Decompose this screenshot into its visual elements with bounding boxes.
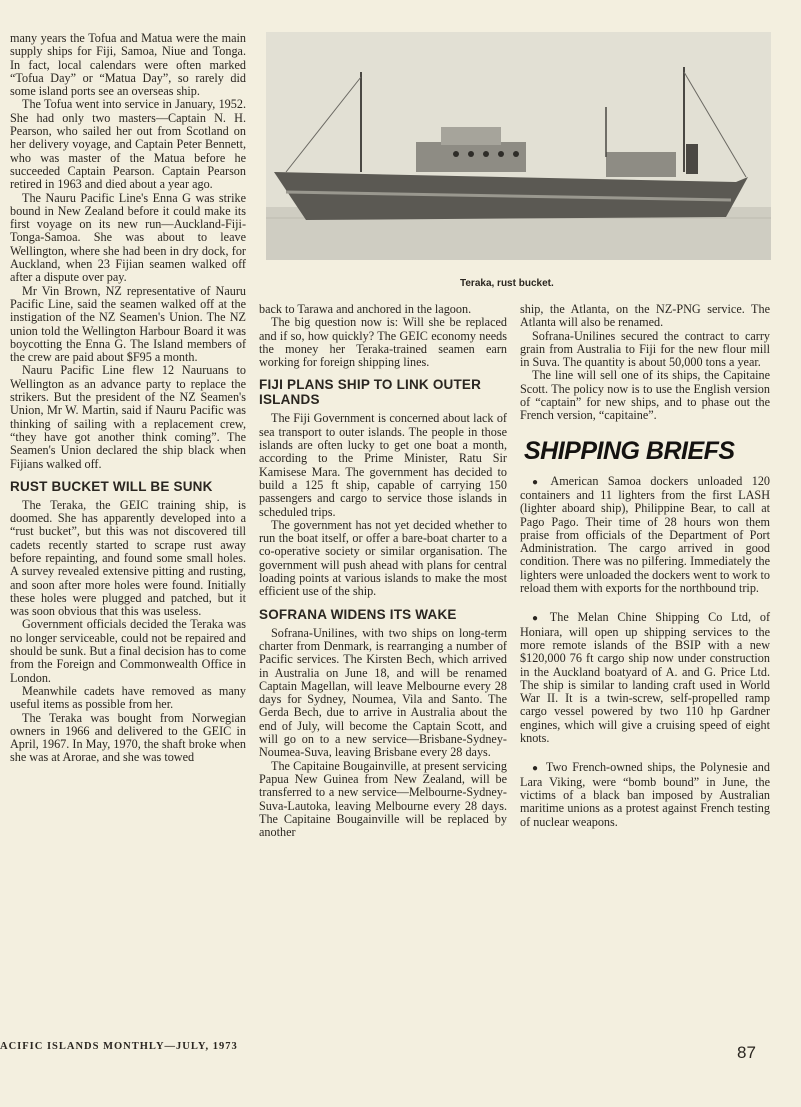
brief-text: American Samoa dockers unloaded 120 containers and 11 lighters from the first LASH (lighter aboard ship), Philippine Bear, to call at Pago Pago. Their time of 28 hours won them praise from officials of the Department of Port Administration. The cargo arrived in good condition. There was no pilfering. Immediately the lighters were unloaded the dockers went to work to reload them with exports for the northbound trip. bbox=[520, 473, 771, 596]
paragraph: The Teraka was bought from Norwegian owners in 1966 and delivered to the GEIC in April, 1967. In May, 1970, the shaft broke when she was at Arorae, and she was towed bbox=[10, 710, 246, 765]
paragraph: Mr Vin Brown, NZ representative of Nauru Pacific Line, said the seamen walked off at the instigation of the NZ Seamen's Union. The NZ union told the Wellington Harbour Board it was boycotting the Enna G. The Island members of the crew are paid about $F95 a month. bbox=[10, 283, 246, 365]
paragraph: The line will sell one of its ships, the Capitaine Scott. The policy now is to use the English version of “captain” for new ships, and to phase out the French version, “capitaine”. bbox=[520, 368, 770, 423]
paragraph: Sofrana-Unilines, with two ships on long-term charter from Denmark, is rearranging a number of Pacific services. The Kirsten Bech, which arrived in Australia on June 18, and will be renamed Captain Magellan, will leave Melbourne every 28 days for Sydney, Noumea, Vila and Santo. The Gerda Bech, due to arrive in Australia about the end of July, will become the Captain Scott, and will go on to a new service—Brisbane-Sydney-Noumea-Suva, leaving Brisbane every 28 days. bbox=[259, 625, 507, 760]
page-footer: ACIFIC ISLANDS MONTHLY—JULY, 1973 bbox=[0, 1041, 238, 1052]
paragraph: The Capitaine Bougainville, at present servicing Papua New Guinea from New Zealand, will be transferred to a new service—Melbourne-Sydney-Suva-Lautoka, leaving Melbourne every 28 days. The Capitaine Bougainville will be replaced by another bbox=[259, 758, 507, 840]
bullet-icon: ● bbox=[532, 476, 545, 488]
paragraph: The big question now is: Will she be replaced and if so, how quickly? The GEIC economy needs the money her Teraka-trained seamen earn working for foreign shipping lines. bbox=[259, 315, 507, 370]
paragraph: The government has not yet decided whether to run the boat itself, or offer a bare-boat charter to a co-operative society or similar organisation. The government will push ahead with plans for central loading points at various islands to make the most efficient use of the ship. bbox=[259, 517, 507, 599]
subheading: RUST BUCKET WILL BE SUNK bbox=[10, 478, 213, 494]
paragraph: Meanwhile cadets have removed as many useful items as possible from her. bbox=[10, 683, 246, 712]
paragraph: back to Tarawa and anchored in the lagoon. bbox=[259, 302, 472, 316]
paragraph: The Tofua went into service in January, 1952. She had only two masters—Captain N. H. Pearson, who sailed her out from Scotland on her delivery voyage, and Captain Peter Bennett, who was master of the Matua before he succeeded Captain Pearson. Captain Pearson retired in 1963 and died about a year ago. bbox=[10, 97, 246, 192]
page-number: 87 bbox=[737, 1043, 756, 1062]
paragraph: Nauru Pacific Line flew 12 Nauruans to Wellington as an advance party to replace the strikers. But the president of the NZ Seamen's Union, Mr W. Martin, said if Nauru Pacific was thinking of sailing with a replacement crew, “they have got another think coming”. The Seamen's Union declared the ship black when Fijians walked off. bbox=[10, 363, 246, 471]
brief-item bbox=[520, 475, 770, 596]
paragraph: Sofrana-Unilines secured the contract to carry grain from Australia to Fiji for the new flour mill in Suva. The quantity is about 50,000 tons a year. bbox=[520, 328, 770, 370]
bullet-icon: ● bbox=[532, 613, 544, 625]
brief-text: The Melan Chine Shipping Co Ltd, of Honiara, will open up shipping services to the more remote islands of the BSIP with a new $120,000 76 ft cargo ship now under construction in the Auckland boatyard of A. and G. Price Ltd. The ship is similar to landing craft used in World War II. It is a twin-screw, self-propelled ramp cargo vessel powered by two 110 hp Gardner engines, which will give a cruising speed of eight knots. bbox=[520, 610, 771, 746]
paragraph: The Fiji Government is concerned about lack of sea transport to outer islands. The people in those islands are often lucky to get one boat a month, according to the Prime Minister, Ratu Sir Kamisese Mara. The government has decided to build a 125 ft ship, capable of carrying 150 passengers and cargo to service those islands in scheduled trips. bbox=[259, 411, 507, 519]
ship-photo bbox=[266, 32, 771, 260]
brief-item bbox=[520, 611, 770, 745]
section-heading: SHIPPING BRIEFS bbox=[524, 436, 735, 465]
paragraph: many years the Tofua and Matua were the main supply ships for Fiji, Samoa, Niue and Tonga. In fact, local calendars were often marked “Tofua Day” or “Matua Day”, so rarely did some island ports see an overseas ship. bbox=[10, 31, 246, 99]
brief-text: Two French-owned ships, the Polynesie and Lara Viking, were “bomb bound” in June, the victims of a black ban imposed by Australian maritime unions as a protest against French testing of nuclear weapons. bbox=[520, 760, 770, 829]
subheading: FIJI PLANS SHIP TO LINK OUTER ISLANDS bbox=[259, 377, 482, 408]
paragraph: The Teraka, the GEIC training ship, is doomed. She has apparently developed into a “rust bucket”, but this was not discovered till cadets recently started to scrape rust away before repainting, and found some small holes. A survey revealed extensive pitting and rusting, and soon after more holes were found. Initially these holes were plugged and patched, but it was soon obvious that this was useless. bbox=[10, 497, 246, 619]
paragraph: The Nauru Pacific Line's Enna G was strike bound in New Zealand before it could make its first voyage on its new run—Auckland-Fiji-Tonga-Samoa. She was about to leave Wellington, where she had been in dry dock, for Auckland, when 23 Fijian seamen walked off after a dispute over pay. bbox=[10, 190, 246, 285]
ship-illustration bbox=[266, 32, 771, 260]
column-2 bbox=[259, 303, 507, 839]
bullet-icon: ● bbox=[532, 763, 540, 775]
brief-item bbox=[520, 761, 770, 828]
subheading: SOFRANA WIDENS ITS WAKE bbox=[259, 606, 457, 622]
column-1 bbox=[10, 32, 246, 765]
photo-caption: Teraka, rust bucket. bbox=[460, 278, 554, 289]
column-3 bbox=[520, 303, 770, 829]
paragraph: ship, the Atlanta, on the NZ-PNG service. The Atlanta will also be renamed. bbox=[520, 302, 770, 330]
paragraph: Government officials decided the Teraka was no longer serviceable, could not be repaired and should be sunk. But a final decision has to come from the Foreign and Commonwealth Office in London. bbox=[10, 617, 246, 685]
